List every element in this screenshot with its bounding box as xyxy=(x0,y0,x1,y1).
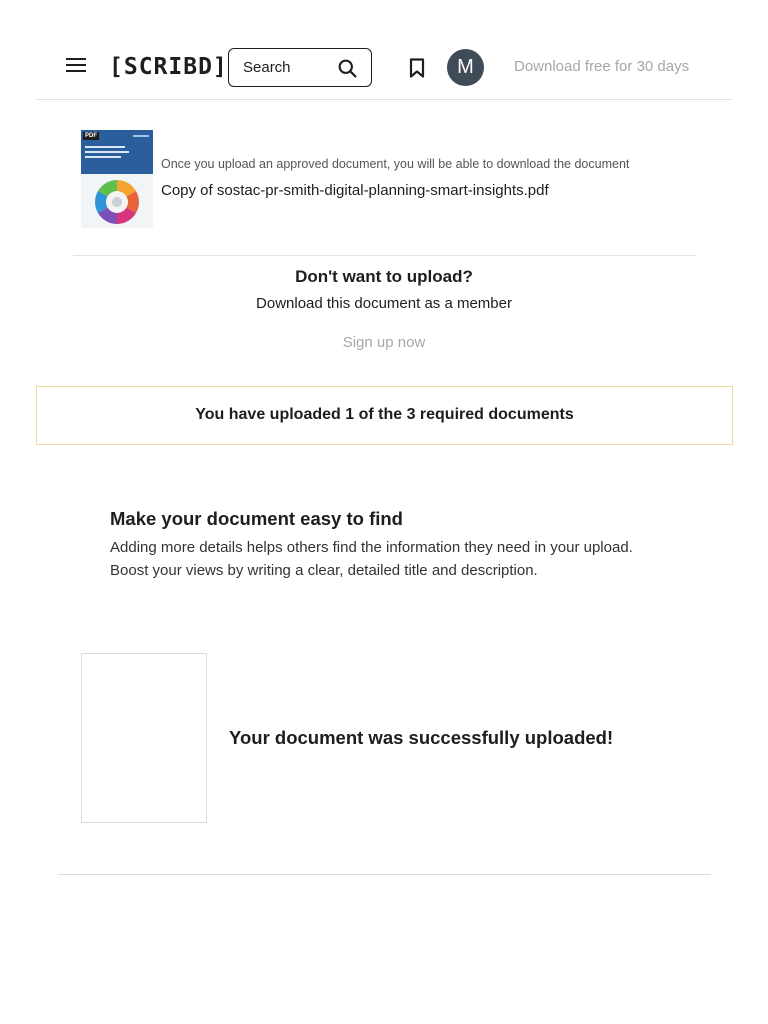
sign-up-link[interactable]: Sign up now xyxy=(342,334,426,351)
bookmark-icon[interactable] xyxy=(408,58,426,78)
upload-success-message: Your document was successfully uploaded! xyxy=(229,727,614,748)
find-section-title: Make your document easy to find xyxy=(110,508,403,529)
upload-progress-banner xyxy=(36,386,733,445)
scribd-logo[interactable]: [SCRIBD] xyxy=(109,54,228,80)
uploaded-document-preview xyxy=(81,653,207,823)
search-label: Search xyxy=(243,59,291,76)
find-section-description-2: Boost your views by writing a clear, detailed title and description. xyxy=(110,562,538,579)
no-upload-title: Don't want to upload? xyxy=(295,267,473,286)
pdf-badge: PDF xyxy=(85,133,97,139)
search-button[interactable] xyxy=(228,48,372,87)
card-divider xyxy=(73,255,696,256)
user-avatar[interactable]: M xyxy=(447,49,484,86)
header-divider xyxy=(36,99,732,100)
hamburger-menu-icon[interactable] xyxy=(66,58,88,76)
no-upload-subtitle: Download this document as a member xyxy=(256,295,512,312)
upload-note: Once you upload an approved document, you will be able to download the document xyxy=(161,157,630,171)
top-header xyxy=(0,0,768,100)
color-wheel-icon xyxy=(90,176,144,224)
bottom-divider xyxy=(58,874,711,875)
uploaded-file-name: Copy of sostac-pr-smith-digital-planning-smart-insights.pdf xyxy=(161,182,549,199)
find-section-description-1: Adding more details helps others find the information they need in your upload. xyxy=(110,539,633,556)
download-free-trial-link[interactable]: Download free for 30 days xyxy=(514,58,690,75)
search-icon xyxy=(337,58,358,79)
upload-progress-text: You have uploaded 1 of the 3 required documents xyxy=(195,406,574,423)
document-thumbnail[interactable] xyxy=(81,130,153,228)
